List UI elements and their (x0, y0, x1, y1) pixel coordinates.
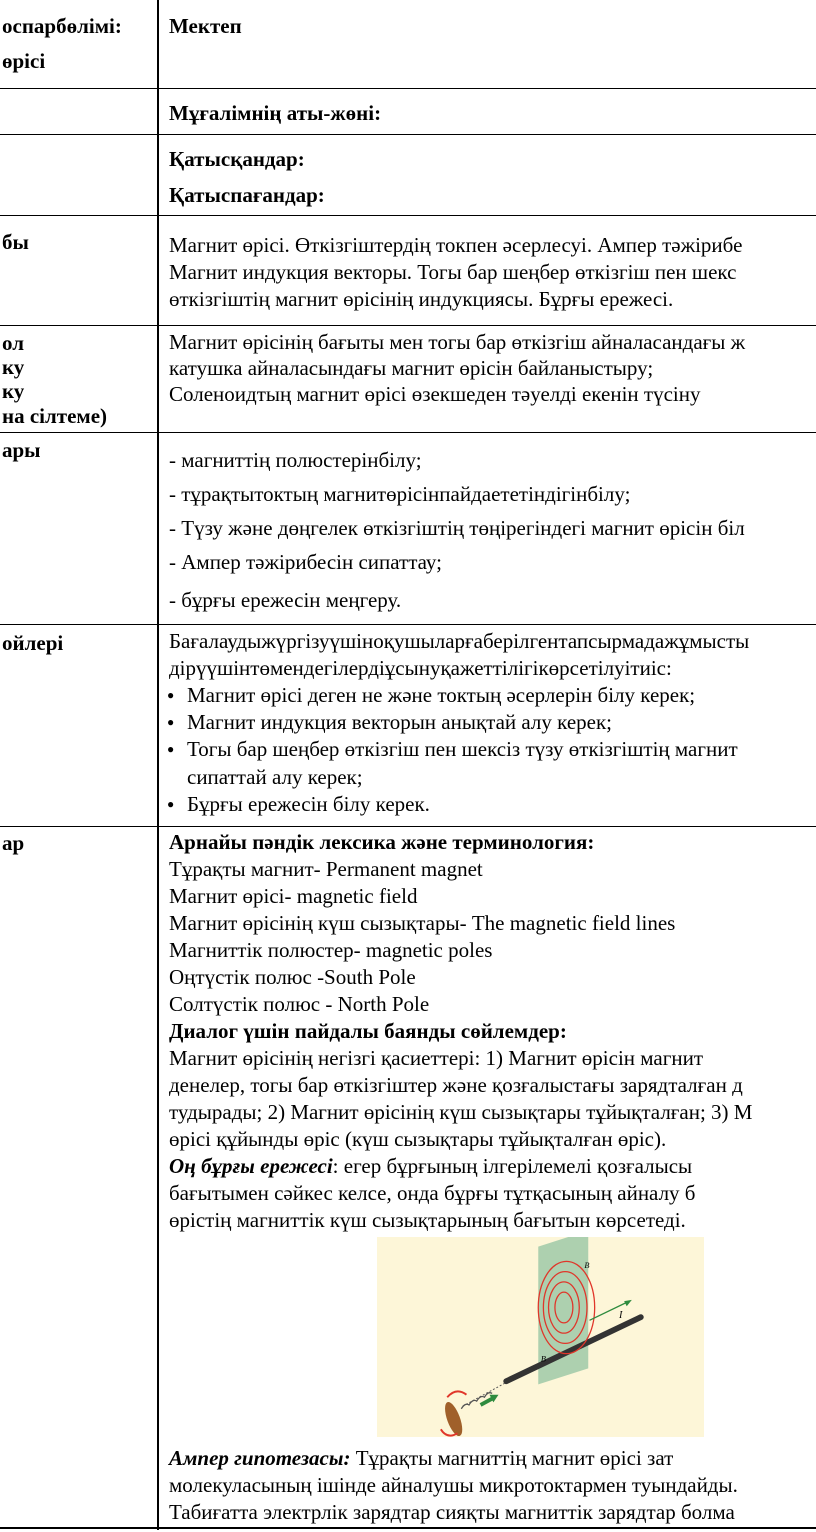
drill-handle (441, 1400, 465, 1437)
ampere-line (169, 1445, 673, 1472)
goals-label: ары (2, 438, 41, 462)
rotation-arrow-top (447, 1391, 466, 1397)
criteria-item: ● Магнит индукция векторын анықтай алу керек; (165, 709, 738, 736)
rule-line-2: бағытымен сәйкес келсе, онда бұрғы тұтқасының айналу б (169, 1181, 696, 1205)
terminology-heading: Арнайы пәндік лексика және терминология: (169, 830, 595, 854)
properties-line: денелер, тогы бар өткізгіштер және қозғалыстағы зарядталған д (169, 1073, 743, 1097)
goal-item: - бұрғы ережесін меңгеру. (169, 588, 402, 612)
term-line: Тұрақты магнит- Permanent magnet (169, 857, 483, 881)
ampere-text: Тұрақты магниттің магнит өрісі зат (350, 1446, 674, 1470)
b-vector-bottom: B (540, 1354, 546, 1364)
current-label: I (619, 1309, 623, 1321)
table-bottom-border (0, 1527, 816, 1529)
b-vector-top: B (584, 1260, 590, 1270)
properties-line: тудырады; 2) Магнит өрісінің күш сызықтары тұйықталған; 3) М (169, 1100, 753, 1124)
criteria-item: ● Магнит өрісі деген не және токтың әсерлерін білу керек; (165, 682, 738, 709)
objective-line: Соленоидтың магнит өрісі өзекшеден тәуелді екенін түсіну (169, 382, 701, 406)
goal-item: - Түзу және дөңгелек өткізгіштің төңірегіндегі магнит өрісін біл (169, 516, 745, 540)
ampere-title: Ампер гипотезасы: (169, 1446, 351, 1470)
section-label: оспарбөлімі: (2, 14, 122, 38)
language-label: ар (2, 831, 25, 855)
term-line: Магнит өрісінің күш сызықтары- The magnetic field lines (169, 911, 676, 935)
topic-line: Магнит өрісі. Өткізгіштердің токпен әсерлесуі. Ампер тәжірибе (169, 233, 743, 257)
topic-label: бы (2, 230, 29, 254)
figure-svg (377, 1237, 704, 1437)
current-arrowhead (624, 1300, 632, 1306)
topic-line: өткізгіштің магнит өрісінің индукциясы. Бұрғы ережесі. (169, 287, 674, 311)
properties-line: Магнит өрісінің негізгі қасиеттері: 1) Магнит өрісін магнит (169, 1046, 704, 1070)
term-line: Оңтүстік полюс -South Pole (169, 965, 416, 989)
criteria-intro-cont: дірүүшінтөмендегілердіұсынуқажеттілігікөрсетілуітиіс: (169, 656, 672, 680)
criteria-list (165, 682, 738, 763)
criteria-label: ойлері (2, 631, 64, 655)
term-line: Магнит өрісі- magnetic field (169, 884, 418, 908)
ampere-line-2: молекуласының ішінде айналушы микротоктармен туындайды. (169, 1473, 738, 1497)
row-divider (0, 624, 816, 625)
topic-line: Магнит индукция векторы. Тогы бар шеңбер өткізгіш пен шекс (169, 260, 737, 284)
dialog-heading: Диалог үшін пайдалы баянды сөйлемдер: (169, 1019, 567, 1043)
criteria-item-cont: сипаттай алу керек; (187, 765, 363, 789)
column-divider (157, 0, 159, 1530)
row-divider (0, 826, 816, 827)
school-field: Мектеп (169, 14, 242, 38)
teacher-field: Мұғалімнің аты-жөні: (169, 101, 382, 125)
goal-item: - тұрақтытоктың магнитөрісінпайдаететіндігінбілу; (169, 482, 631, 506)
goal-item: - Ампер тәжірибесін сипаттау; (169, 550, 442, 574)
criteria-intro: Бағалаудыжүргізуүшіноқушыларғаберілгентапсырмадажұмысты (169, 629, 750, 653)
criteria-list-end (165, 791, 430, 818)
rule-title: Оң бұрғы ережесі (169, 1154, 333, 1178)
rule-text: : егер бұрғының ілгерілемелі қозғалысы (332, 1154, 693, 1178)
absent-field: Қатыспағандар: (169, 183, 325, 207)
term-line: Солтүстік полюс - North Pole (169, 992, 430, 1016)
criteria-item: ● Тогы бар шеңбер өткізгіш пен шексіз түзу өткізгіштің магнит (165, 736, 738, 763)
row-divider (0, 432, 816, 433)
row-divider (0, 325, 816, 326)
rule-line-3: өрістің магниттік күш сызықтарының бағытын көрсетеді. (169, 1208, 686, 1232)
criteria-item: ● Бұрғы ережесін білу керек. (165, 791, 430, 818)
objective-line: катушка айналасындағы магнит өрісін байланыстыру; (169, 356, 654, 380)
goal-item: - магниттің полюстерінбілу; (169, 448, 422, 472)
term-line: Магниттік полюстер- magnetic poles (169, 938, 493, 962)
row-divider (0, 88, 816, 89)
properties-line: өрісі құйынды өріс (күш сызықтары тұйықталған өріс). (169, 1127, 667, 1151)
row-divider (0, 215, 816, 216)
objectives-label: ол (2, 331, 25, 355)
objectives-label-3: ку (2, 379, 25, 403)
objective-line: Магнит өрісінің бағыты мен тогы бар өткізгіш айналасандағы ж (169, 330, 746, 354)
rule-line (169, 1153, 692, 1180)
objectives-label-2: ку (2, 355, 25, 379)
section-label-cont: өрісі (2, 49, 46, 73)
row-divider (0, 134, 816, 135)
ampere-line-3: Табиғатта электрлік зарядтар сияқты магниттік зарядтар болма (169, 1500, 735, 1524)
right-hand-rule-figure (377, 1237, 704, 1437)
present-field: Қатысқандар: (169, 147, 305, 171)
objectives-label-4: на сілтеме) (2, 404, 108, 428)
